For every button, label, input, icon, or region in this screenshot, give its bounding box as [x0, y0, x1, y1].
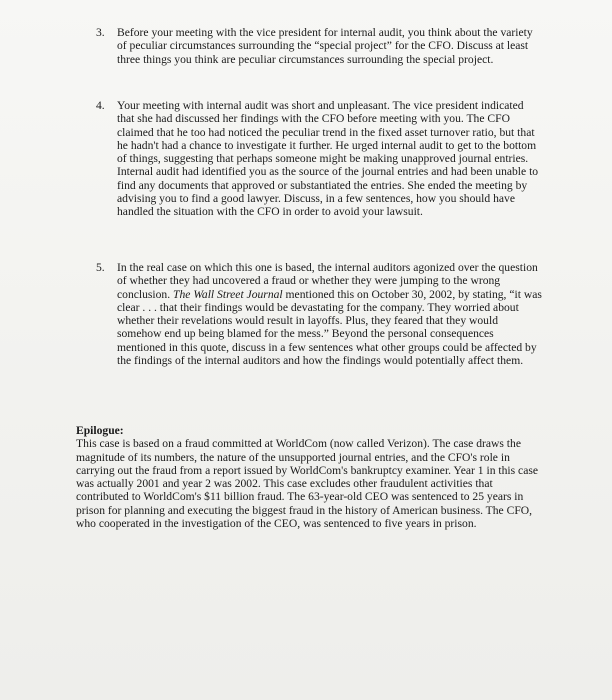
question-text-part: mentioned this on October 30, 2002, by stating, “it was clear . . . that their findings would be devastating for the company. They worried about whether their revelations would result in layoffs. Plus, they feared that they would somehow end up being blamed for the mess.” Beyond the personal consequences mentioned in this quote, discuss in a few sentences what other groups could be affected by the findings of the internal auditors and how the findings would potentially affect them. [117, 287, 542, 368]
epilogue-section [76, 424, 546, 530]
question-text: Your meeting with internal audit was short and unpleasant. The vice president indicated that she had discussed her findings with the CFO before meeting with you. The CFO claimed that he too had noticed the peculiar trend in the fixed asset turnover ratio, but that he hadn't had a chance to investigate it further. He urged internal audit to get to the bottom of things, suggesting that perhaps someone might be making unapproved journal entries. Internal audit had identified you as the source of the journal entries and had been unable to find any documents that approved or substantiated the entries. She ended the meeting by advising you to find a good lawyer. Discuss, in a few sentences, how you should have handled the situation with the CFO in order to avoid your lawsuit. [117, 99, 539, 219]
question-text-part: In the real case on which this one is based, the internal auditors agonized over the question of whether they had uncovered a fraud or whether they were jumping to the wrong conclusion. [117, 261, 538, 301]
question-text: Before your meeting with the vice president for internal audit, you think about the variety of peculiar circumstances surrounding the “special project” for the CFO. Discuss at least three things you think are peculiar circumstances surrounding the special project. [117, 26, 533, 66]
question-text [117, 261, 542, 367]
epilogue-text: This case is based on a fraud committed at WorldCom (now called Verizon). The case draws the magnitude of its numbers, the nature of the unsupported journal entries, and the CFO's role in carrying out the fraud from a report issued by WorldCom's bankruptcy examiner. Year 1 in this case was actually 2001 and year 2 was 2002. This case excludes other fraudulent activities that contributed to WorldCom's $11 billion fraud. The 63-year-old CEO was sentenced to 25 years in prison for planning and executing the biggest fraud in the history of American business. The CFO, who cooperated in the investigation of the CEO, was sentenced to five years in prison. [76, 437, 539, 531]
question-number: 3. [96, 26, 105, 39]
epilogue-heading: Epilogue: [76, 424, 124, 437]
publication-title: The Wall Street Journal [173, 287, 283, 301]
question-number: 4. [96, 99, 105, 112]
question-3 [96, 26, 542, 66]
question-number: 5. [96, 261, 105, 274]
question-4 [96, 99, 542, 219]
question-5 [96, 261, 542, 367]
